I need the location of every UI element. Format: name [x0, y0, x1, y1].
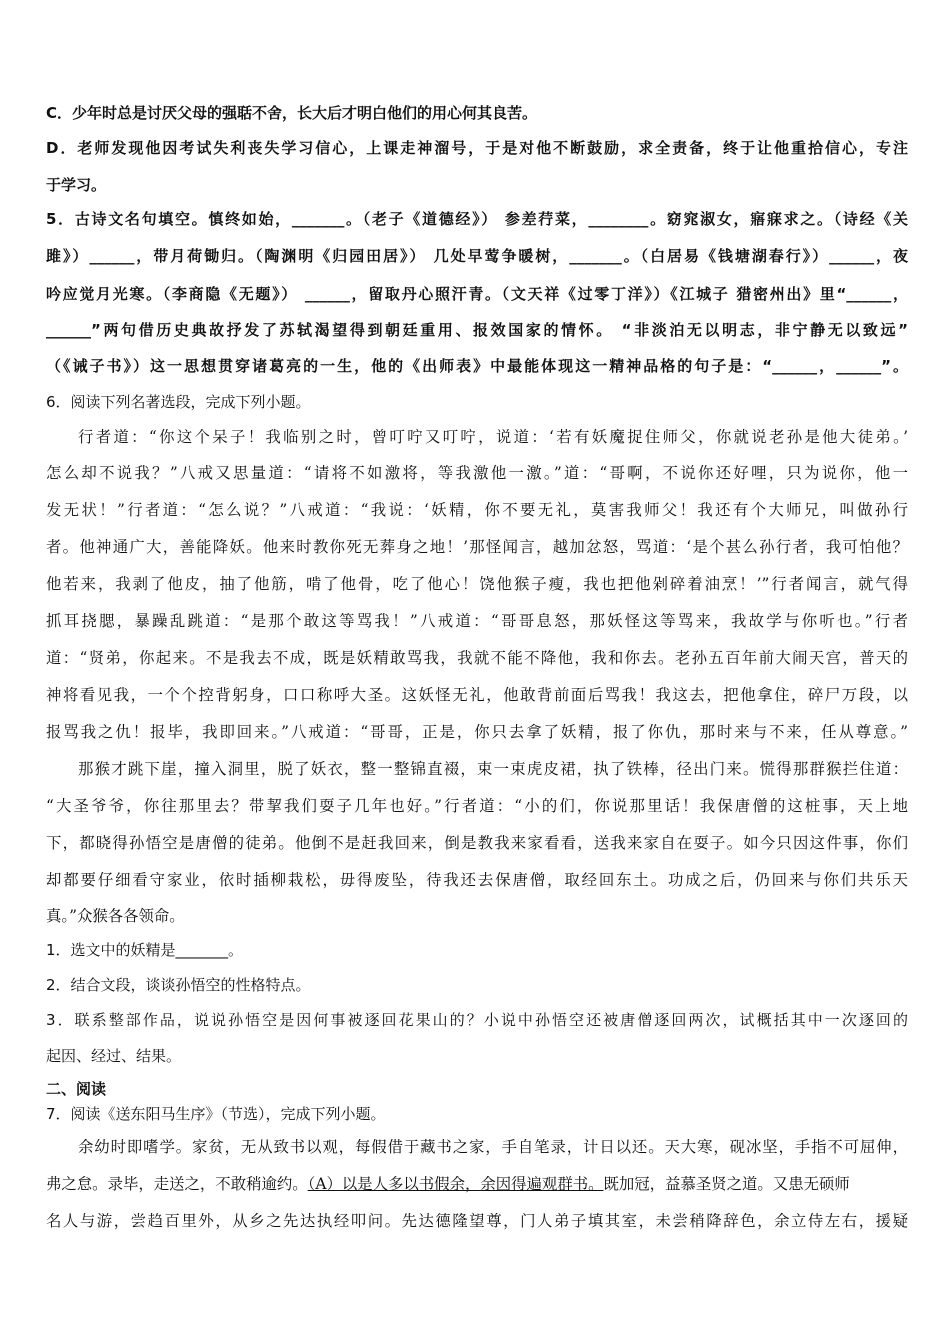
q6-p1-line1: 行者道：“你这个呆子！我临别之时，曾叮咛又叮咛，说道：‘若有妖魔捉住师父，你就说老孙是他大徒弟。’	[78, 428, 908, 446]
q7-p1-line2-text-b: 既加冠，益慕圣贤之道。又患无硕师	[603, 1175, 850, 1193]
q6-sub3-line2: 起因、经过、结果。	[46, 1047, 182, 1065]
option-d-line2: 于学习。	[46, 176, 107, 194]
q6-p1-line5: 他若来，我剥了他皮，抽了他筋，啃了他骨，吃了他心！饶他猴子瘦，我也把他剁碎着油烹！’”行者闻言，就气得	[46, 575, 908, 593]
q5-line3: 吟应觉月光寒。（李商隐《无题》） ______，留取丹心照汗青。（文天祥《过零丁洋》）《江城子 猎密州出》里“______，	[46, 285, 908, 303]
q6-p1-line2: 怎么却不说我？”八戒又思量道：“请将不如激将，等我激他一激。”道：“哥啊，不说你还好哩，只为说你，他一	[46, 464, 908, 482]
q6-p2-line5: 真。”众猴各各领命。	[46, 907, 185, 925]
option-c: C．少年时总是讨厌父母的强聒不舍，长大后才明白他们的用心何其良苦。	[46, 104, 538, 122]
q7-p1-line2-text-a: 弗之怠。录毕，走送之，不敢稍逾约。	[46, 1175, 308, 1193]
q5-line1: 5．古诗文名句填空。慎终如始，_______。（老子《道德经》） 参差荇菜，________。窈窕淑女，寤寐求之。（诗经《关	[46, 210, 908, 228]
q6-p1-line6: 抓耳挠腮，暴躁乱跳道：“是那个敢这等骂我！”八戒道：“哥哥息怒，那妖怪这等骂来，我故学与你听也。”行者	[46, 612, 908, 630]
q6-p1-line7: 道：“贤弟，你起来。不是我去不成，既是妖精敢骂我，我就不能不降他，我和你去。老孙五百年前大闹天宫，普天的	[46, 649, 908, 667]
q7-intro: 7．阅读《送东阳马生序》（节选），完成下列小题。	[46, 1105, 386, 1123]
q6-p2-line4: 却都要仔细看守家业，依时插柳栽松，毋得废坠，待我还去保唐僧，取经回东土。功成之后，仍回来与你们共乐天	[46, 871, 908, 889]
q5-line5: （《诫子书》）这一思想贯穿诸葛亮的一生，他的《出师表》中最能体现这一精神品格的句子是：“______，______”。	[46, 357, 908, 375]
q6-sub1: 1．选文中的妖精是_______。	[46, 941, 244, 959]
q7-p1-line3: 名人与游，尝趋百里外，从乡之先达执经叩问。先达德隆望尊，门人弟子填其室，未尝稍降辞色，余立侍左右，援疑	[46, 1212, 908, 1230]
q6-p2-line1: 那猴才跳下崖，撞入洞里，脱了妖衣，整一整锦直裰，束一束虎皮裙，执了铁棒，径出门来。慌得那群猴拦住道：	[78, 760, 908, 778]
q6-p1-line3: 发无状！”行者道：“怎么说？”八戒道：“我说：‘妖精，你不要无礼，莫害我师父！我还有个大师兄，叫做孙行	[46, 501, 908, 519]
section-heading: 二、阅读	[46, 1080, 107, 1098]
q6-p2-line3: 下，都晓得孙悟空是唐僧的徒弟。他倒不是赶我回来，倒是教我来家看看，送我来家自在耍子。如今只因这件事，你们	[46, 834, 908, 852]
q6-p1-line8: 神将看见我，一个个控背躬身，口口称呼大圣。这妖怪无礼，他敢背前面后骂我！我这去，把他拿住，碎尸万段，以	[46, 686, 908, 704]
q6-intro: 6．阅读下列名著选段，完成下列小题。	[46, 393, 311, 411]
q6-p1-line4: 者。他神通广大，善能降妖。他来时教你死无葬身之地！’那怪闻言，越加忿怒，骂道：‘是个甚么孙行者，我可怕他？	[46, 538, 908, 556]
option-d-line1: D．老师发现他因考试失利丧失学习信心，上课走神溜号，于是对他不断鼓励，求全责备，终于让他重拾信心，专注	[46, 139, 908, 157]
q5-line2: 雎》）______，带月荷锄归。（陶渊明《归园田居》） 几处早莺争暖树，_______。（白居易《钱塘湖春行》）______，夜	[46, 247, 908, 265]
q7-p1-line2	[46, 1174, 908, 1194]
q7-p1-line1: 余幼时即嗜学。家贫，无从致书以观，每假借于藏书之家，手自笔录，计日以还。天大寒，砚冰坚，手指不可屈伸，	[78, 1138, 908, 1156]
underlined-sentence-a: （A）以是人多以书假余，余因得遍观群书。	[307, 1175, 604, 1193]
q6-sub3-line1: 3．联系整部作品，说说孙悟空是因何事被逐回花果山的？小说中孙悟空还被唐僧逐回两次，试概括其中一次逐回的	[46, 1011, 908, 1029]
q6-sub2: 2．结合文段，谈谈孙悟空的性格特点。	[46, 976, 311, 994]
q5-line4: ______”两句借历史典故抒发了苏轼渴望得到朝廷重用、报效国家的情怀。 “非淡泊无以明志，非宁静无以致远”	[46, 321, 908, 339]
q6-p1-line9: 报骂我之仇！报毕，我即回来。”八戒道：“哥哥，正是，你只去拿了妖精，报了你仇，那时来与不来，任从尊意。”	[46, 723, 908, 741]
q6-p2-line2: “大圣爷爷，你往那里去？带挈我们耍子几年也好。”行者道：“小的们，你说那里话！我保唐僧的这桩事，天上地	[46, 797, 908, 815]
